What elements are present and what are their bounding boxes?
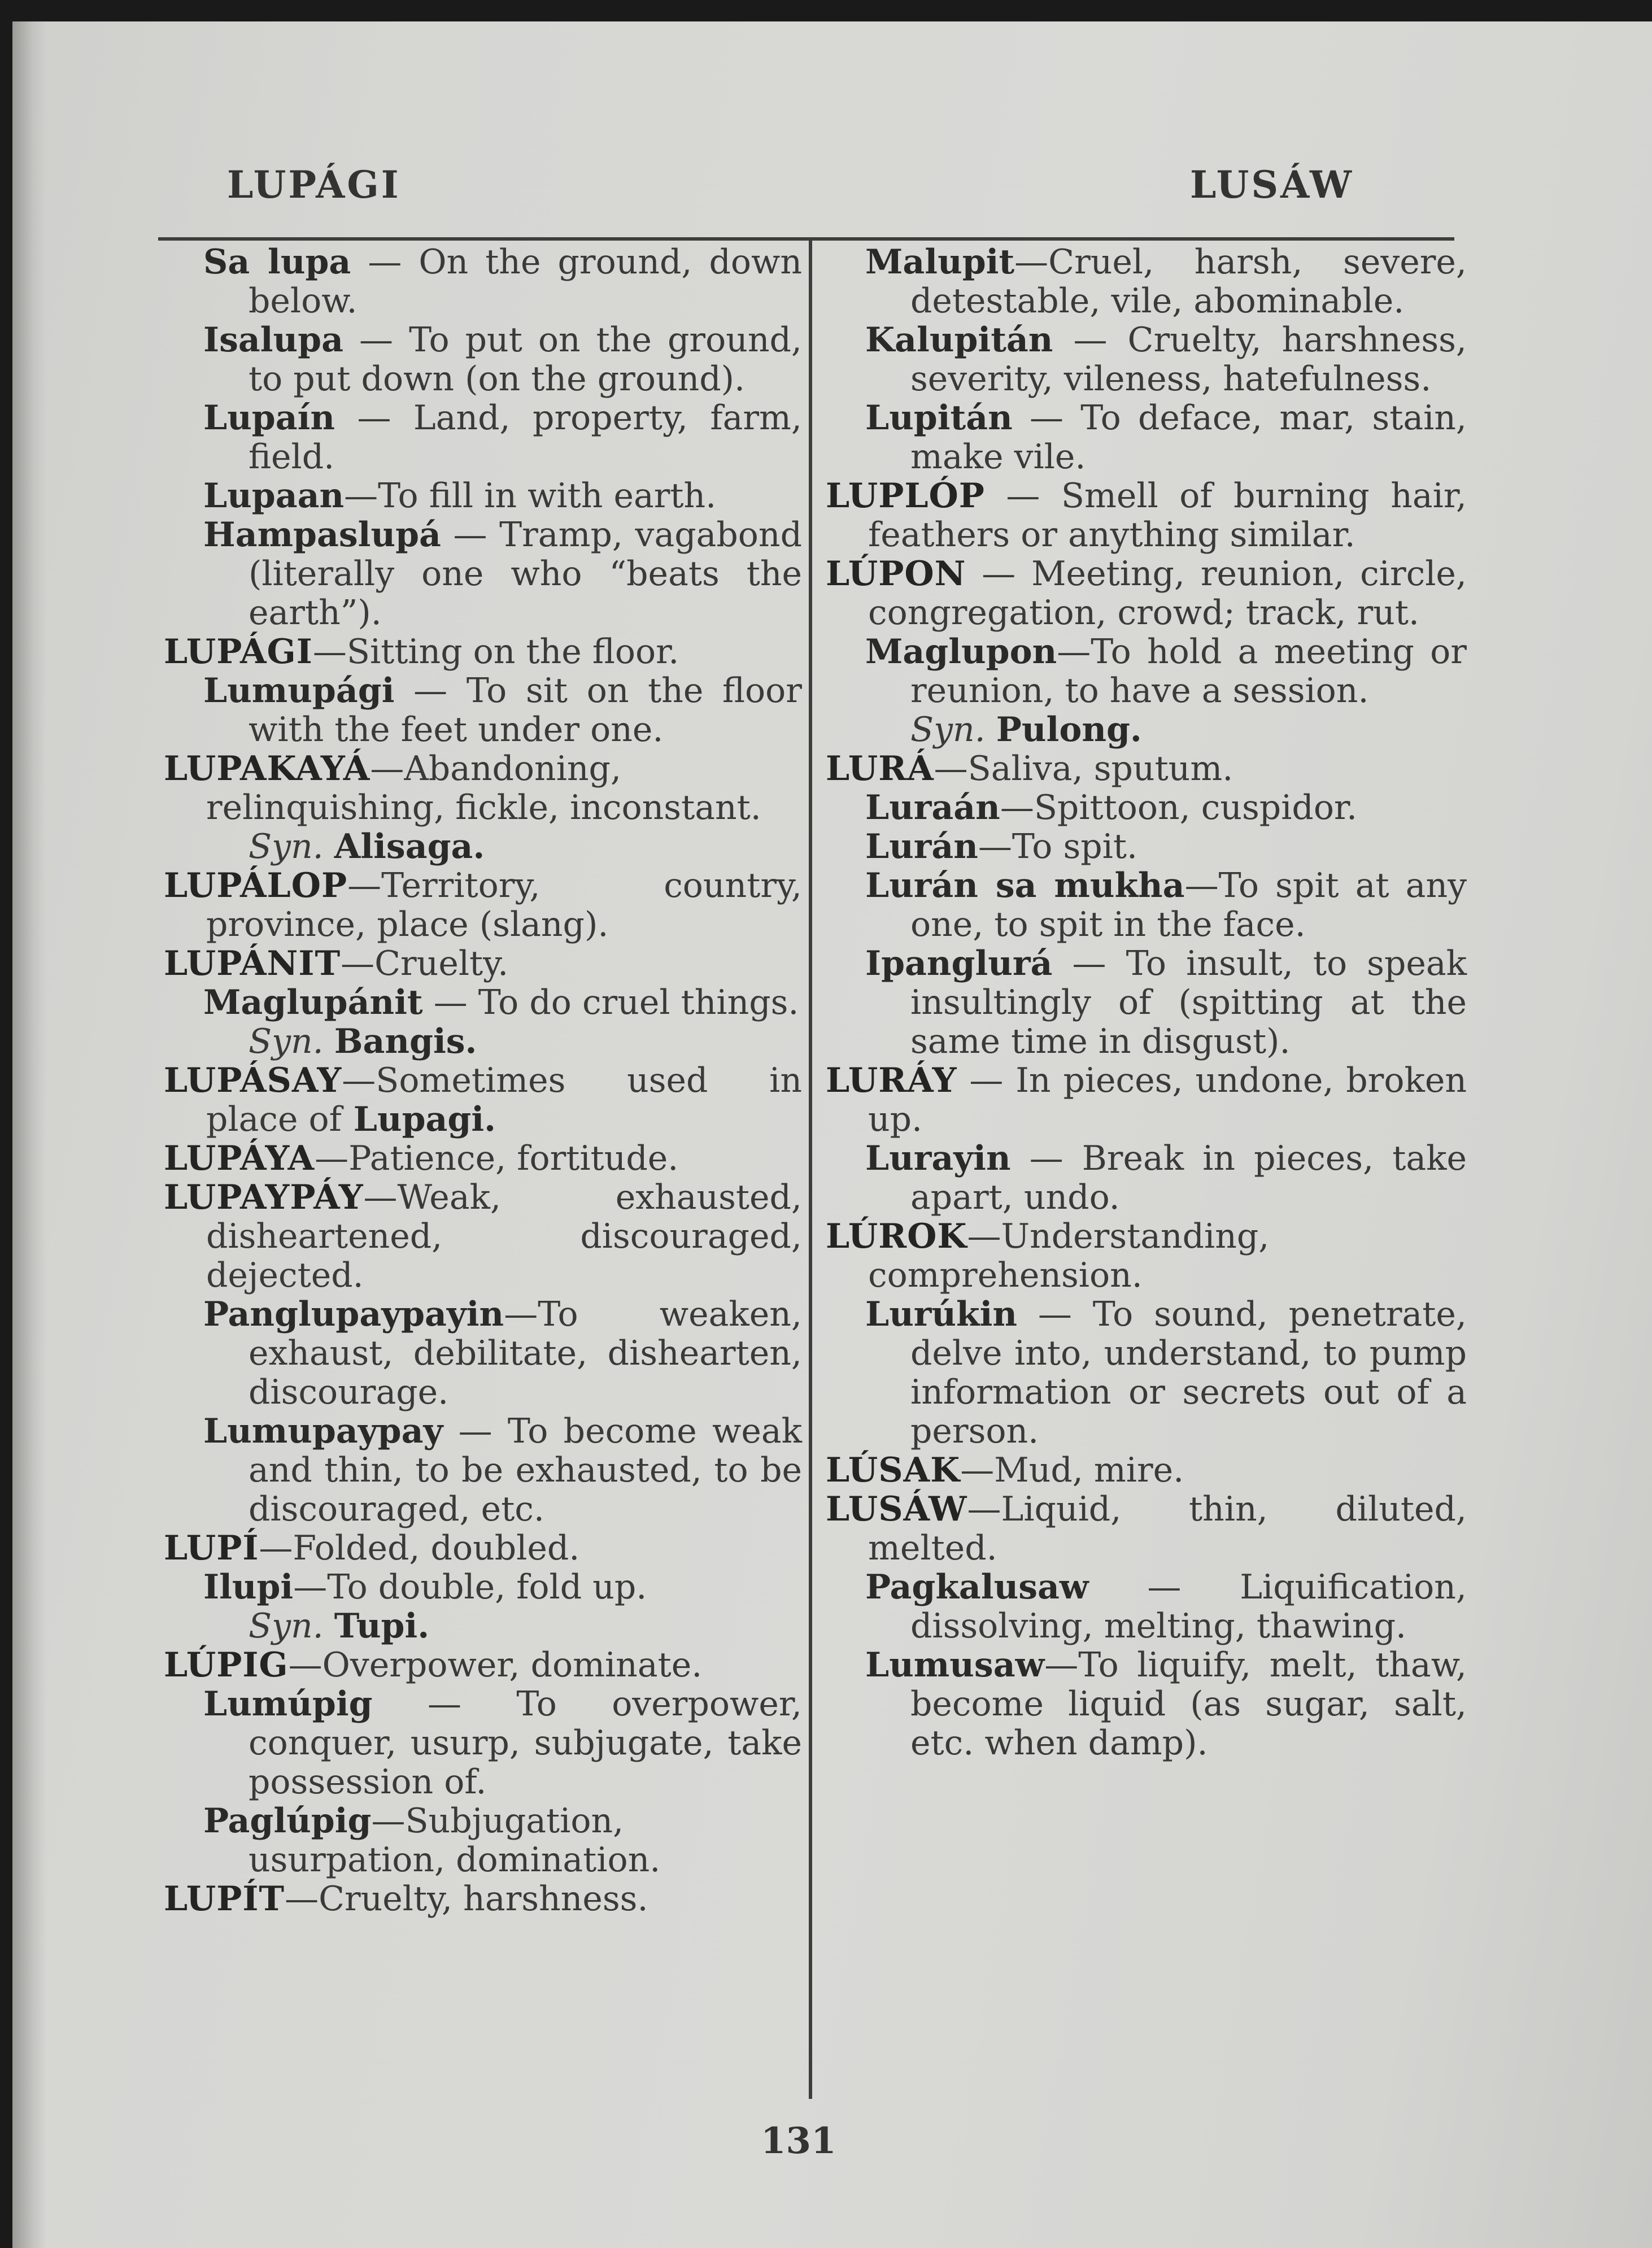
- entry-separator: —: [1184, 866, 1219, 905]
- definition: To fill in with earth.: [378, 476, 717, 516]
- entry-separator: —: [394, 671, 467, 711]
- subentry: [826, 1295, 1467, 1451]
- definition: Abandoning, relinquishing, fickle, inconstant.: [206, 749, 761, 827]
- synonym-word: Alisaga.: [334, 827, 485, 866]
- subentry-word: Lurán sa mukha: [865, 866, 1185, 905]
- subentry-word: Lurúkin: [865, 1295, 1018, 1334]
- subentry: [826, 1568, 1467, 1646]
- headword: LUPÍT: [164, 1879, 285, 1919]
- headword: LUSÁW: [826, 1489, 967, 1529]
- definition: To spit at any one, to spit in the face.: [910, 866, 1467, 944]
- subentry: [826, 243, 1467, 321]
- entry-separator: —: [1017, 1295, 1093, 1334]
- entry-separator: —: [1012, 398, 1081, 438]
- subentry: [826, 788, 1467, 827]
- definition: Sitting on the floor.: [346, 632, 679, 672]
- subentry-word: Lumupági: [203, 671, 395, 711]
- headword-entry: [164, 633, 802, 672]
- entry-separator: —: [1000, 788, 1034, 827]
- subentry: [826, 399, 1467, 477]
- subentry: [164, 399, 802, 477]
- subentry-word: Lumusaw: [865, 1645, 1045, 1685]
- synonym-word: Bangis.: [334, 1022, 477, 1061]
- entry-separator: —: [1014, 242, 1049, 282]
- synonym-label: Syn.: [249, 1606, 324, 1646]
- synonym-word: Tupi.: [334, 1606, 430, 1646]
- headword: LÚSAK: [826, 1450, 961, 1490]
- entry-separator: —: [966, 554, 1032, 594]
- entry-separator: —: [315, 1139, 349, 1178]
- headword: LUPÍ: [164, 1528, 259, 1568]
- definition: Patience, fortitude.: [348, 1139, 679, 1178]
- headword: LUPLÓP: [826, 476, 985, 516]
- definition: Understanding, comprehension.: [868, 1217, 1270, 1295]
- entry-separator: —: [1088, 1567, 1240, 1607]
- entry-separator: —: [344, 476, 378, 516]
- definition: To liquify, melt, thaw, become liquid (as sugar, salt, etc. when damp).: [910, 1645, 1467, 1763]
- definition: In pieces, undone, broken up.: [868, 1061, 1467, 1139]
- subentry-word: Hampaslupá: [203, 515, 441, 555]
- headword: LUPAYPÁY: [164, 1178, 364, 1217]
- subentry: [826, 633, 1467, 711]
- subentry: [164, 983, 802, 1022]
- definition: Weak, exhausted, disheartened, discouraged, dejected.: [206, 1178, 802, 1295]
- entry-separator: —: [351, 242, 419, 282]
- definition: Folded, doubled.: [293, 1528, 580, 1568]
- subentry-word: Isalupa: [203, 320, 343, 360]
- definition: To spit.: [1012, 827, 1138, 866]
- headword: LÚROK: [826, 1217, 967, 1256]
- headword: LURÁ: [826, 749, 934, 788]
- definition: Cruelty, harshness.: [319, 1879, 648, 1919]
- headword: LUPÁYA: [164, 1139, 315, 1178]
- definition: To deface, mar, stain, make vile.: [910, 398, 1467, 477]
- right-column: [826, 243, 1467, 1763]
- definition: On the ground, down below.: [249, 242, 802, 321]
- subentry-word: Panglupaypayin: [203, 1295, 504, 1334]
- subentry: [826, 827, 1467, 866]
- entry-separator: —: [504, 1295, 538, 1334]
- definition: Overpower, dominate.: [322, 1645, 703, 1685]
- headword: LUPÁSAY: [164, 1061, 342, 1100]
- entry-separator: —: [1010, 1139, 1082, 1178]
- subentry-word: Lupaín: [203, 398, 335, 438]
- headword: LUPAKAYÁ: [164, 749, 370, 788]
- definition: To do cruel things.: [478, 983, 799, 1022]
- entry-separator: —: [347, 866, 382, 905]
- subentry-word: Pagkalusaw: [865, 1567, 1089, 1607]
- headword-entry: [826, 555, 1467, 633]
- definition: Meeting, reunion, circle, congregation, crowd; track, rut.: [868, 554, 1467, 633]
- subentry: [164, 1295, 802, 1412]
- entry-separator: —: [288, 1645, 322, 1685]
- definition: To sound, penetrate, delve into, understand, to pump information or secrets out of a person.: [910, 1295, 1467, 1451]
- headword-entry: [826, 750, 1467, 788]
- headword: LUPÁGI: [164, 632, 313, 672]
- subentry-word: Lupaan: [203, 476, 345, 516]
- subentry-word: Maglupon: [865, 632, 1057, 672]
- subentry-word: Maglupánit: [203, 983, 423, 1022]
- entry-separator: —: [371, 1801, 406, 1841]
- subentry-word: Lumupaypay: [203, 1411, 443, 1451]
- definition: To sit on the floor with the feet under one.: [249, 671, 802, 750]
- cross-reference: Lupagi.: [341, 1100, 496, 1139]
- definition: Cruel, harsh, severe, detestable, vile, abominable.: [910, 242, 1467, 321]
- entry-separator: —: [293, 1567, 328, 1607]
- subentry: [164, 1802, 802, 1880]
- running-head-left: LUPÁGI: [227, 163, 401, 207]
- entry-separator: —: [967, 1489, 1001, 1529]
- definition: To double, fold up.: [327, 1567, 647, 1607]
- subentry-word: Lurán: [865, 827, 978, 866]
- headword-entry: [164, 750, 802, 827]
- entry-separator: —: [422, 983, 478, 1022]
- subentry-word: Sa lupa: [203, 242, 351, 282]
- entry-separator: —: [335, 398, 413, 438]
- definition: Land, property, farm, field.: [249, 398, 802, 477]
- definition: Subjugation, usurpation, domination.: [249, 1801, 661, 1880]
- subentry: [826, 866, 1467, 944]
- subentry: [826, 321, 1467, 399]
- entry-separator: —: [967, 1217, 1001, 1256]
- entry-separator: —: [372, 1684, 517, 1724]
- definition: To insult, to speak insultingly of (spitting at the same time in disgust).: [910, 944, 1467, 1061]
- column-divider: [809, 241, 812, 2099]
- definition: To put on the ground, to put down (on the ground).: [249, 320, 802, 399]
- headword-entry: [164, 1061, 802, 1139]
- entry-separator: —: [342, 1061, 376, 1100]
- definition: To become weak and thin, to be exhausted, to be discouraged, etc.: [249, 1411, 802, 1529]
- headword: LÚPIG: [164, 1645, 289, 1685]
- entry-separator: —: [984, 476, 1061, 516]
- entry-separator: —: [312, 632, 347, 672]
- subentry: [164, 672, 802, 750]
- definition: Liquid, thin, diluted, melted.: [868, 1489, 1467, 1568]
- headword: LÚPON: [826, 554, 966, 594]
- subentry: [164, 477, 802, 516]
- subentry-word: Paglúpig: [203, 1801, 372, 1841]
- definition: Cruelty.: [374, 944, 509, 983]
- headword-entry: [826, 1061, 1467, 1139]
- binding-shadow: [12, 21, 46, 2248]
- synonym-line: [826, 711, 1467, 750]
- entry-separator: —: [343, 320, 409, 360]
- definition: To hold a meeting or reunion, to have a session.: [910, 632, 1467, 711]
- synonym-line: [164, 1607, 802, 1646]
- headword-entry: [164, 1529, 802, 1568]
- definition: Spittoon, cuspidor.: [1034, 788, 1358, 827]
- definition: Break in pieces, take apart, undo.: [910, 1139, 1467, 1217]
- synonym-line: [164, 1022, 802, 1061]
- subentry-word: Lurayin: [865, 1139, 1011, 1178]
- left-column: [164, 243, 802, 1919]
- running-head-right: LUSÁW: [1190, 163, 1354, 207]
- entry-separator: —: [1052, 944, 1126, 983]
- subentry-word: Luraán: [865, 788, 1000, 827]
- entry-separator: —: [370, 749, 404, 788]
- headword-entry: [826, 1217, 1467, 1295]
- entry-separator: —: [934, 749, 968, 788]
- definition: Territory, country, province, place (slang).: [206, 866, 802, 944]
- headword-entry: [826, 1490, 1467, 1568]
- subentry: [164, 516, 802, 633]
- definition: Cruelty, harshness, severity, vileness, hatefulness.: [910, 320, 1467, 399]
- subentry: [826, 1646, 1467, 1763]
- synonym-word: Pulong.: [996, 710, 1142, 750]
- subentry-word: Ipanglurá: [865, 944, 1053, 983]
- subentry: [826, 1139, 1467, 1217]
- definition: Smell of burning hair, feathers or anything similar.: [868, 476, 1467, 555]
- subentry: [164, 1685, 802, 1802]
- entry-separator: —: [960, 1450, 995, 1490]
- subentry: [164, 1412, 802, 1529]
- entry-separator: —: [341, 944, 375, 983]
- subentry: [164, 243, 802, 321]
- entry-separator: —: [259, 1528, 293, 1568]
- definition: Sometimes used in place of: [206, 1061, 802, 1139]
- definition: Saliva, sputum.: [967, 749, 1233, 788]
- subentry-word: Ilupi: [203, 1567, 294, 1607]
- subentry: [826, 944, 1467, 1061]
- definition: Tramp, vagabond (literally one who “beats the earth”).: [249, 515, 802, 633]
- headword-entry: [164, 1139, 802, 1178]
- headword-entry: [164, 1646, 802, 1685]
- headword: LUPÁLOP: [164, 866, 348, 905]
- entry-separator: —: [1053, 320, 1128, 360]
- definition: Liquification, dissolving, melting, thawing.: [910, 1567, 1467, 1646]
- headword: LURÁY: [826, 1061, 957, 1100]
- subentry-word: Lupitán: [865, 398, 1013, 438]
- definition: To overpower, conquer, usurp, subjugate, take possession of.: [249, 1684, 802, 1802]
- subentry: [164, 321, 802, 399]
- synonym-label: Syn.: [249, 1022, 324, 1061]
- definition: Mud, mire.: [994, 1450, 1184, 1490]
- synonym-line: [164, 827, 802, 866]
- entry-separator: —: [978, 827, 1012, 866]
- headword-entry: [164, 944, 802, 983]
- headword: LUPÁNIT: [164, 944, 341, 983]
- entry-separator: —: [441, 515, 500, 555]
- headword-entry: [164, 1178, 802, 1295]
- headword-entry: [826, 477, 1467, 555]
- header-rule: [158, 237, 1454, 241]
- entry-separator: —: [957, 1061, 1016, 1100]
- subentry-word: Lumúpig: [203, 1684, 373, 1724]
- headword-entry: [826, 1451, 1467, 1490]
- subentry-word: Malupit: [865, 242, 1015, 282]
- entry-separator: —: [1044, 1645, 1079, 1685]
- headword-entry: [164, 866, 802, 944]
- synonym-label: Syn.: [910, 710, 986, 750]
- entry-separator: —: [443, 1411, 508, 1451]
- synonym-label: Syn.: [249, 827, 324, 866]
- dictionary-page: [12, 21, 1652, 2248]
- definition: To weaken, exhaust, debilitate, dishearten, discourage.: [249, 1295, 802, 1412]
- entry-separator: —: [1057, 632, 1091, 672]
- headword-entry: [164, 1880, 802, 1919]
- subentry: [164, 1568, 802, 1607]
- entry-separator: —: [363, 1178, 398, 1217]
- page-number: 131: [761, 2120, 836, 2162]
- entry-separator: —: [285, 1879, 319, 1919]
- subentry-word: Kalupitán: [865, 320, 1053, 360]
